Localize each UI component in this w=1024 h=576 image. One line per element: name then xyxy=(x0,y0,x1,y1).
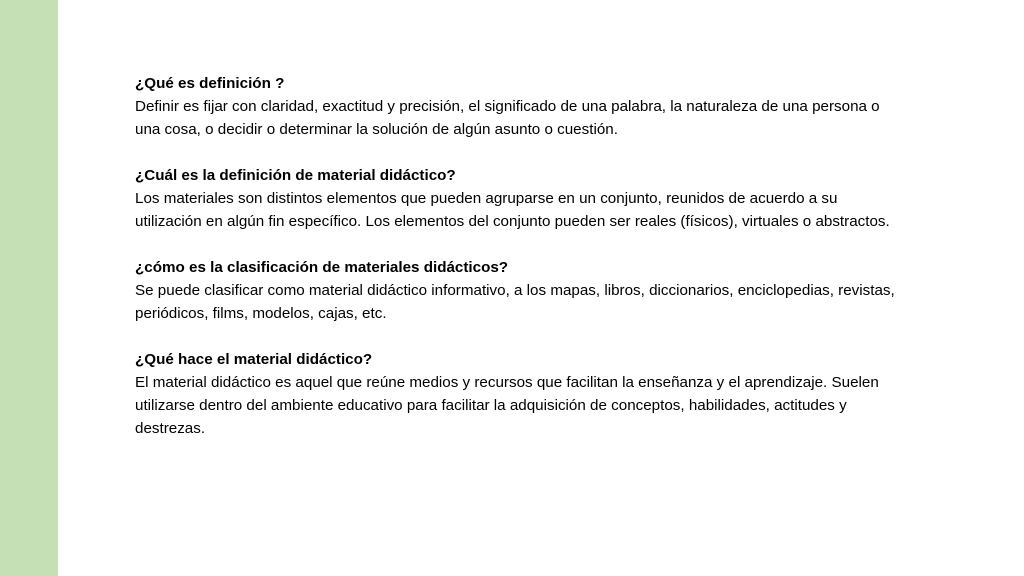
decorative-side-bar xyxy=(0,0,58,576)
section-body: El material didáctico es aquel que reúne medios y recursos que facilitan la enseñanza y el aprendizaje. Suelen utilizarse dentro del ambiente educativo para facilitar la adquisición de conceptos, habilidades, actitudes y destrezas. xyxy=(135,374,879,437)
section-heading: ¿Cuál es la definición de material didáctico? xyxy=(135,167,456,184)
section-definicion xyxy=(135,72,895,141)
section-body: Los materiales son distintos elementos que pueden agruparse en un conjunto, reunidos de acuerdo a su utilización en algún fin específico. Los elementos del conjunto pueden ser reales (físicos), virtuales o abstractos. xyxy=(135,190,890,230)
section-heading: ¿Qué es definición ? xyxy=(135,75,285,92)
section-heading: ¿Qué hace el material didáctico? xyxy=(135,351,373,368)
section-que-hace xyxy=(135,348,895,440)
section-heading: ¿cómo es la clasificación de materiales didácticos? xyxy=(135,259,509,276)
slide-content xyxy=(135,72,895,463)
section-clasificacion xyxy=(135,256,895,325)
section-body: Se puede clasificar como material didáctico informativo, a los mapas, libros, diccionarios, enciclopedias, revistas, periódicos, films, modelos, cajas, etc. xyxy=(135,282,895,322)
section-material-didactico xyxy=(135,164,895,233)
section-body: Definir es fijar con claridad, exactitud y precisión, el significado de una palabra, la naturaleza de una persona o una cosa, o decidir o determinar la solución de algún asunto o cuestión. xyxy=(135,98,880,138)
